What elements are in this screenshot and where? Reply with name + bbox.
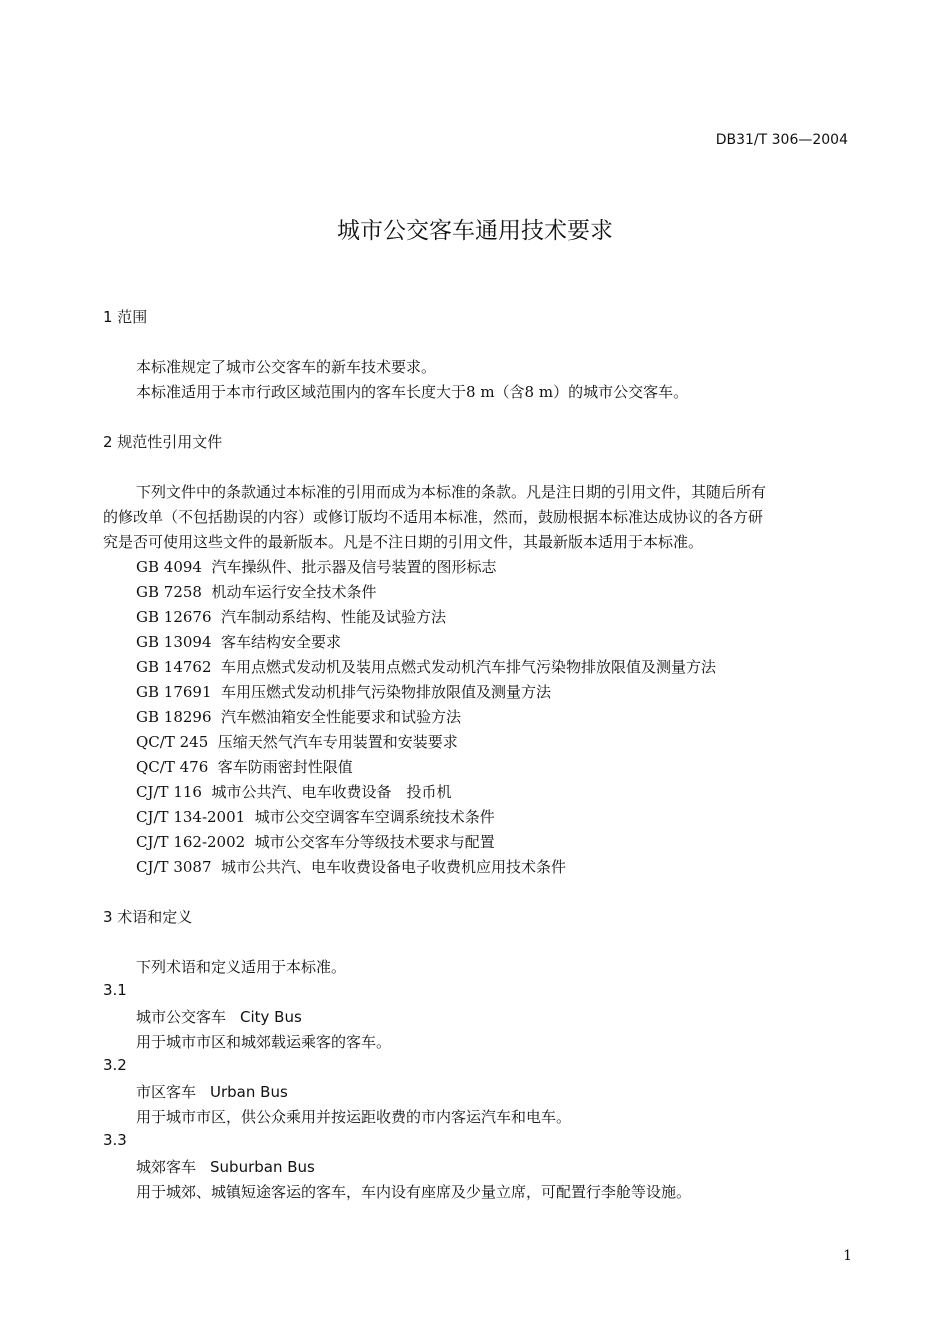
section-heading-scope: 1 范围	[103, 308, 148, 326]
term-name-zh: 城市公交客车	[136, 1008, 227, 1026]
term-name-en: Suburban Bus	[210, 1158, 315, 1176]
reference-title: 车用压燃式发动机排气污染物排放限值及测量方法	[221, 683, 552, 701]
term-name-zh: 城郊客车	[136, 1158, 197, 1176]
reference-code: GB 17691	[136, 683, 212, 701]
reference-code: CJ/T 134-2001	[136, 808, 246, 826]
reference-code: CJ/T 3087	[136, 858, 212, 876]
document-title: 城市公交客车通用技术要求	[337, 218, 613, 244]
term-number: 3.1	[103, 981, 127, 999]
reference-item	[136, 756, 353, 777]
term-number: 3.2	[103, 1056, 127, 1074]
reference-item	[136, 606, 446, 627]
reference-item	[136, 656, 716, 677]
reference-title: 车用点燃式发动机及装用点燃式发动机汽车排气污染物排放限值及测量方法	[221, 658, 717, 676]
scope-paragraph-2: 本标准适用于本市行政区域范围内的客车长度大于8 m（含8 m）的城市公交客车。	[136, 383, 689, 401]
term-name	[136, 1156, 315, 1177]
term-name-zh: 市区客车	[136, 1083, 197, 1101]
reference-title: 城市公共汽、电车收费设备 投币机	[211, 783, 452, 801]
reference-code: GB 13094	[136, 633, 212, 651]
reference-title: 压缩天然气汽车专用装置和安装要求	[217, 733, 458, 751]
document-code: DB31/T 306—2004	[715, 132, 848, 148]
references-intro-line: 下列文件中的条款通过本标准的引用而成为本标准的条款。凡是注日期的引用文件，其随后所有	[136, 483, 767, 501]
term-number: 3.3	[103, 1131, 127, 1149]
term-name-en: Urban Bus	[210, 1083, 288, 1101]
reference-item	[136, 681, 551, 702]
reference-item	[136, 581, 377, 602]
term-definition: 用于城市市区和城郊载运乘客的客车。	[136, 1033, 392, 1051]
reference-code: GB 4094	[136, 558, 202, 576]
reference-item	[136, 806, 495, 827]
term-definition: 用于城郊、城镇短途客运的客车，车内设有座席及少量立席，可配置行李舱等设施。	[136, 1183, 692, 1201]
reference-code: GB 18296	[136, 708, 212, 726]
reference-item	[136, 731, 458, 752]
term-name	[136, 1081, 288, 1102]
reference-code: QC/T 245	[136, 733, 209, 751]
reference-item	[136, 556, 497, 577]
reference-title: 机动车运行安全技术条件	[211, 583, 377, 601]
section-heading-terms: 3 术语和定义	[103, 908, 193, 926]
reference-item	[136, 856, 566, 877]
reference-code: CJ/T 162-2002	[136, 833, 246, 851]
section-heading-references: 2 规范性引用文件	[103, 433, 223, 451]
scope-paragraph-1: 本标准规定了城市公交客车的新车技术要求。	[136, 358, 437, 376]
reference-code: GB 7258	[136, 583, 202, 601]
reference-item	[136, 631, 341, 652]
reference-code: GB 12676	[136, 608, 212, 626]
reference-title: 城市公交空调客车空调系统技术条件	[254, 808, 495, 826]
reference-code: GB 14762	[136, 658, 212, 676]
reference-title: 汽车操纵件、批示器及信号装置的图形标志	[211, 558, 497, 576]
reference-code: CJ/T 116	[136, 783, 202, 801]
reference-title: 城市公共汽、电车收费设备电子收费机应用技术条件	[221, 858, 567, 876]
references-intro-line: 究是否可使用这些文件的最新版本。凡是不注日期的引用文件，其最新版本适用于本标准。	[103, 533, 704, 551]
term-name-en: City Bus	[240, 1008, 302, 1026]
reference-item	[136, 706, 461, 727]
terms-intro: 下列术语和定义适用于本标准。	[136, 958, 347, 976]
reference-code: QC/T 476	[136, 758, 209, 776]
reference-item	[136, 781, 452, 802]
reference-item	[136, 831, 495, 852]
references-intro-line: 的修改单（不包括勘误的内容）或修订版均不适用本标准，然而，鼓励根据本标准达成协议的各方研	[103, 508, 764, 526]
term-definition: 用于城市市区，供公众乘用并按运距收费的市内客运汽车和电车。	[136, 1108, 572, 1126]
reference-title: 客车结构安全要求	[221, 633, 342, 651]
reference-title: 客车防雨密封性限值	[217, 758, 353, 776]
reference-title: 汽车制动系结构、性能及试验方法	[221, 608, 447, 626]
term-name	[136, 1006, 302, 1027]
reference-title: 汽车燃油箱安全性能要求和试验方法	[221, 708, 462, 726]
reference-title: 城市公交客车分等级技术要求与配置	[254, 833, 495, 851]
page-number: 1	[843, 1248, 852, 1264]
